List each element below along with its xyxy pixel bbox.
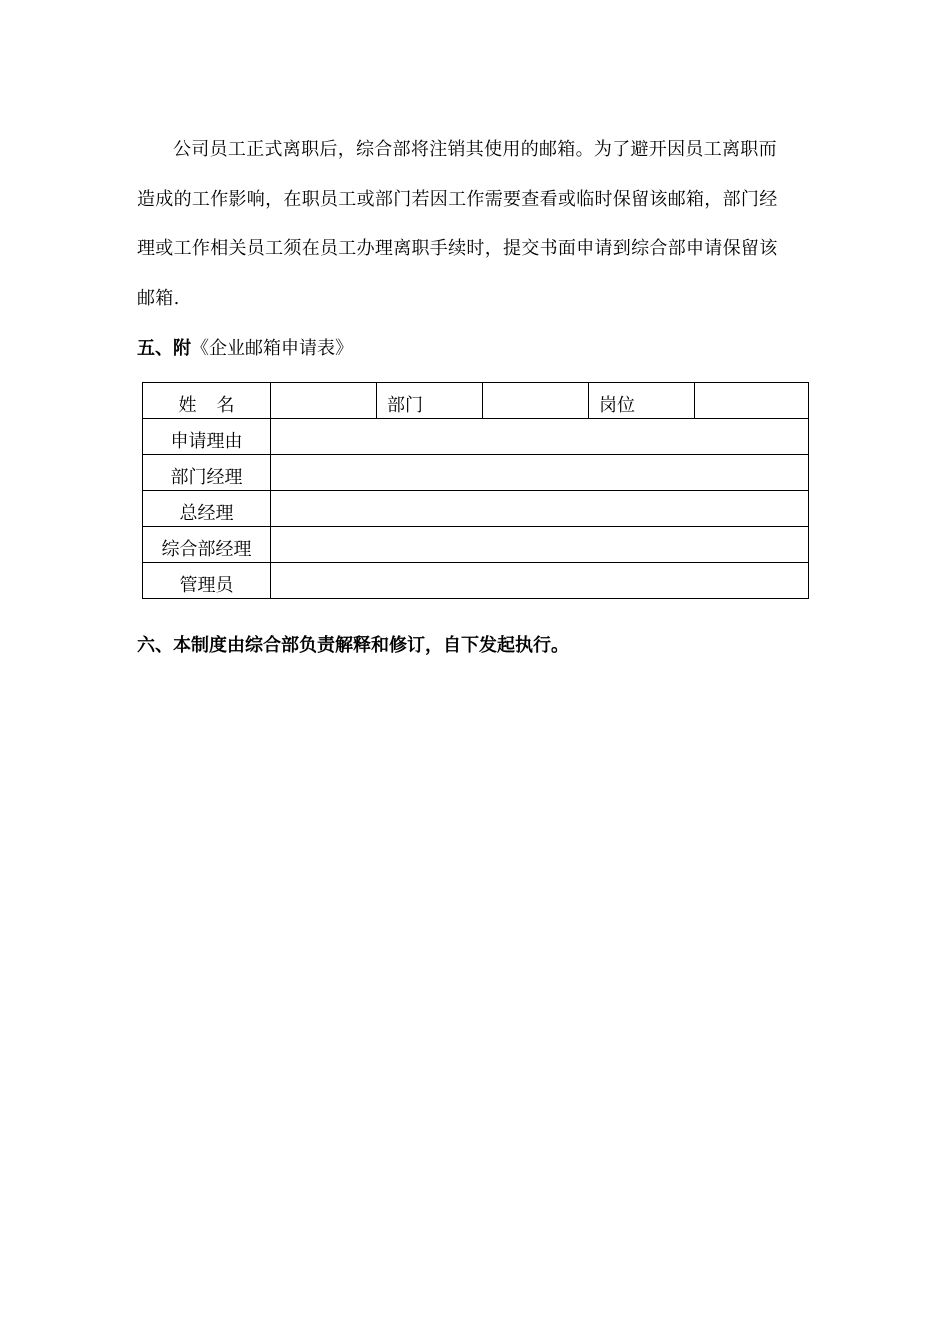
form-row-dept-manager	[143, 455, 809, 491]
dept-manager-value-cell[interactable]	[271, 455, 809, 491]
section-six-text: 六、本制度由综合部负责解释和修订，自下发起执行。	[137, 635, 569, 656]
dept-label-cell: 部门	[377, 383, 483, 419]
reason-label-cell: 申请理由	[143, 419, 271, 455]
position-value-cell[interactable]	[695, 383, 809, 419]
section-five-title: 《企业邮箱申请表》	[191, 338, 353, 359]
name-value-cell[interactable]	[271, 383, 377, 419]
name-label-part-2: 名	[216, 395, 235, 416]
paragraph-line-1: 公司员工正式离职后，综合部将注销其使用的邮箱。为了避开因员工离职而	[173, 139, 777, 160]
section-five-prefix: 五、附	[137, 338, 191, 359]
reason-value-cell[interactable]	[271, 419, 809, 455]
general-manager-label-cell: 总经理	[143, 491, 271, 527]
name-label-cell	[143, 383, 271, 419]
dept-value-cell[interactable]	[483, 383, 589, 419]
form-row-basic-info	[143, 383, 809, 419]
administrator-value-cell[interactable]	[271, 563, 809, 599]
form-row-admin-dept-manager	[143, 527, 809, 563]
paragraph-line-2: 造成的工作影响，在职员工或部门若因工作需要查看或临时保留该邮箱，部门经	[137, 189, 778, 210]
general-manager-value-cell[interactable]	[271, 491, 809, 527]
section-six-heading	[137, 634, 569, 658]
section-five-heading	[137, 337, 353, 361]
position-label-cell: 岗位	[589, 383, 695, 419]
dept-manager-label-cell: 部门经理	[143, 455, 271, 491]
paragraph-line-4: 邮箱.	[137, 288, 180, 309]
name-label-part-1: 姓	[178, 395, 197, 416]
admin-dept-manager-label-cell: 综合部经理	[143, 527, 271, 563]
email-application-form	[142, 382, 809, 599]
form-row-general-manager	[143, 491, 809, 527]
admin-dept-manager-value-cell[interactable]	[271, 527, 809, 563]
paragraph-line-3: 理或工作相关员工须在员工办理离职手续时，提交书面申请到综合部申请保留该	[137, 238, 778, 259]
form-row-administrator	[143, 563, 809, 599]
administrator-label-cell: 管理员	[143, 563, 271, 599]
form-row-reason	[143, 419, 809, 455]
